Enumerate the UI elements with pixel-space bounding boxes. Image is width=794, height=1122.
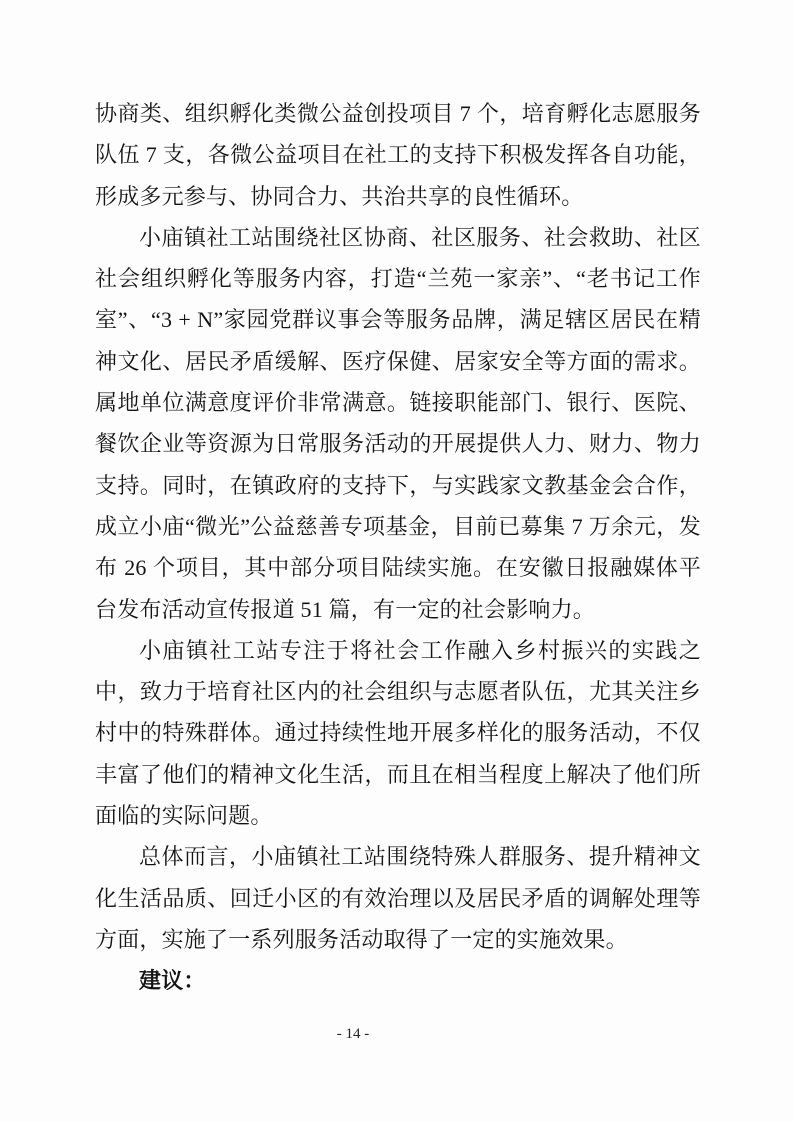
paragraph-continuation: 协商类、组织孵化类微公益创投项目 7 个，培育孵化志愿服务队伍 7 支，各微公益项目在社工的支持下积极发挥各自功能，形成多元参与、协同合力、共治共享的良性循环。 xyxy=(95,101,701,209)
paragraph-services-brands: 小庙镇社工站围绕社区协商、社区服务、社会救助、社区社会组织孵化等服务内容，打造“兰苑一家亲”、“老书记工作室”、“3 + N”家园党群议事会等服务品牌，满足辖区居民在精神文化、居民矛盾缓解、医疗保健、居家安全等方面的需求。属地单位满意度评价非常满意。链接职能部门、银行、医院、餐饮企业等资源为日常服务活动的开展提供人力、财力、物力支持。同时，在镇政府的支持下，与实践家文教基金会合作，成立小庙“微光”公益慈善专项基金，目前已募集 7 万余元，发布 26 个项目，其中部分项目陆续实施。在安徽日报融媒体平台发布活动宣传报道 51 篇，有一定的社会影响力。 xyxy=(95,224,701,622)
page-number: - 14 - xyxy=(336,1026,370,1042)
page-footer xyxy=(0,1026,706,1043)
document-body xyxy=(95,93,701,1002)
paragraph-suggestion-heading: 建议： xyxy=(139,968,206,994)
paragraph-summary: 总体而言，小庙镇社工站围绕特殊人群服务、提升精神文化生活品质、回迁小区的有效治理以及居民矛盾的调解处理等方面，实施了一系列服务活动取得了一定的实施效果。 xyxy=(95,844,701,952)
paragraph-rural-revitalization: 小庙镇社工站专注于将社会工作融入乡村振兴的实践之中，致力于培育社区内的社会组织与志愿者队伍，尤其关注乡村中的特殊群体。通过持续性地开展多样化的服务活动，不仅丰富了他们的精神文化生活，而且在相当程度上解决了他们所面临的实际问题。 xyxy=(95,637,701,829)
